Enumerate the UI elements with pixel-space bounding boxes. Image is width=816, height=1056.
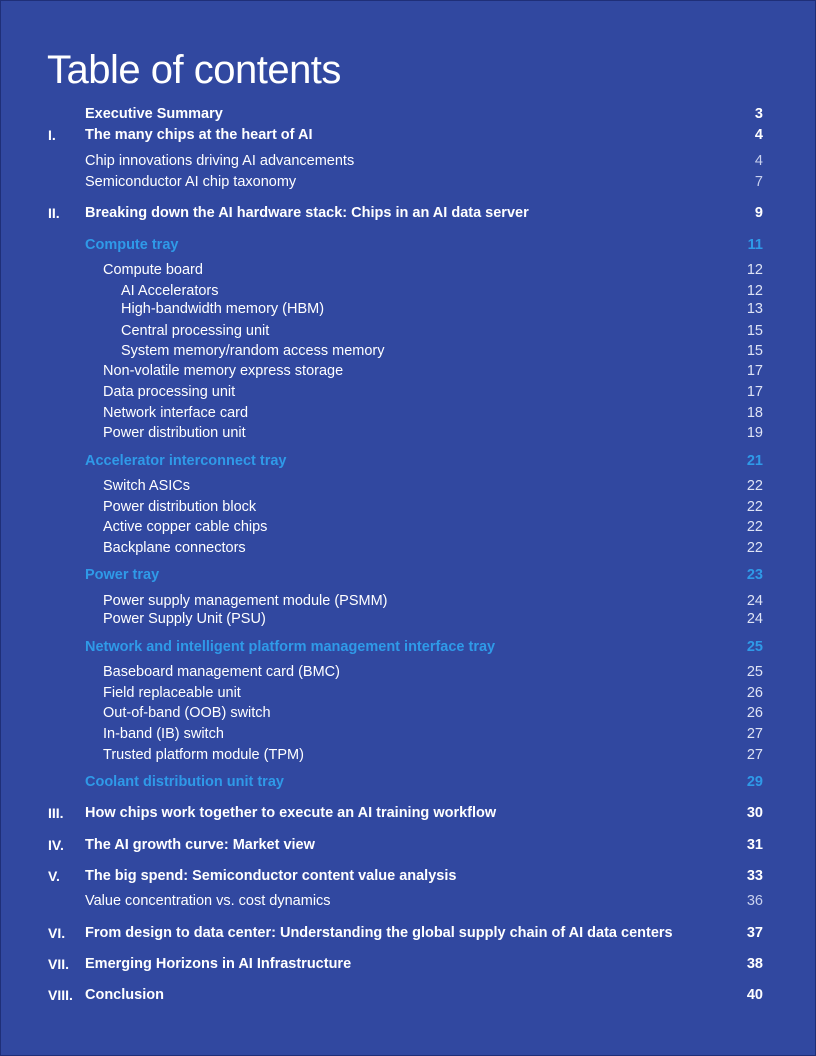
toc-entry-page: 30: [746, 805, 763, 821]
toc-entry-page: 22: [746, 499, 763, 515]
toc-entry-page: 33: [746, 868, 763, 884]
toc-entry-page: 15: [746, 343, 763, 359]
toc-entry-label: From design to data center: Understanding the global supply chain of AI data centers: [85, 925, 673, 941]
toc-entry-number: VII.: [48, 956, 70, 972]
toc-entry-page: 26: [746, 705, 763, 721]
toc-entry-page: 25: [746, 664, 763, 680]
toc-entry-label: The many chips at the heart of AI: [85, 127, 313, 143]
toc-entry-label: Semiconductor AI chip taxonomy: [85, 174, 297, 190]
toc-entry[interactable]: [1, 497, 816, 517]
toc-entry[interactable]: [1, 724, 816, 744]
toc-entry[interactable]: [1, 476, 816, 496]
toc-entry-number: VI.: [48, 925, 66, 941]
toc-entry-label: Power distribution block: [103, 499, 257, 515]
toc-entry-label: Data processing unit: [103, 384, 236, 400]
toc-entry[interactable]: [1, 591, 816, 611]
toc-entry-label: System memory/random access memory: [121, 343, 385, 359]
toc-entry-number: V.: [48, 868, 60, 884]
toc-entry-label: How chips work together to execute an AI training workflow: [85, 805, 497, 821]
toc-entry-label: AI Accelerators: [121, 283, 219, 299]
toc-entry[interactable]: [1, 835, 816, 855]
toc-entry-page: 15: [746, 323, 763, 339]
toc-entry[interactable]: [1, 361, 816, 381]
toc-entry[interactable]: [1, 683, 816, 703]
toc-entry-label: Power tray: [85, 567, 160, 583]
toc-entry-label: Active copper cable chips: [103, 519, 268, 535]
toc-entry-label: Accelerator interconnect tray: [85, 453, 287, 469]
toc-entry-label: Field replaceable unit: [103, 685, 241, 701]
toc-entry[interactable]: [1, 891, 816, 911]
toc-entry[interactable]: [1, 803, 816, 823]
toc-entry-page: 22: [746, 540, 763, 556]
toc-entry-label: Power distribution unit: [103, 425, 246, 441]
toc-entry-page: 17: [746, 384, 763, 400]
toc-entry-label: Compute board: [103, 262, 203, 278]
toc-entry-label: Switch ASICs: [103, 478, 191, 494]
toc-entry-page: 11: [747, 237, 763, 253]
toc-entry-page: 17: [746, 363, 763, 379]
toc-entry-page: 38: [746, 956, 763, 972]
toc-entry[interactable]: [1, 281, 816, 301]
toc-entry-page: 19: [746, 425, 763, 441]
toc-entry-label: Network interface card: [103, 405, 249, 421]
toc-entry-page: 25: [746, 639, 763, 655]
toc-entry-page: 9: [754, 205, 763, 221]
toc-entry-label: Conclusion: [85, 987, 164, 1003]
toc-entry[interactable]: [1, 923, 816, 943]
toc-entry-page: 22: [746, 519, 763, 535]
toc-entry[interactable]: [1, 866, 816, 886]
toc-entry-page: 26: [746, 685, 763, 701]
toc-entry-number: III.: [48, 805, 64, 821]
toc-entry-label: The big spend: Semiconductor content value analysis: [85, 868, 457, 884]
toc-entry[interactable]: [1, 125, 816, 145]
toc-entry-label: Executive Summary: [85, 106, 223, 122]
toc-entry-page: 29: [746, 774, 763, 790]
toc-entry-label: Non-volatile memory express storage: [103, 363, 344, 379]
toc-entry-page: 13: [746, 301, 763, 317]
toc-entry[interactable]: [1, 565, 816, 585]
toc-entry-page: 27: [746, 747, 763, 763]
toc-entry[interactable]: [1, 172, 816, 192]
toc-entry-number: II.: [48, 205, 60, 221]
toc-entry[interactable]: [1, 423, 816, 443]
toc-entry-page: 22: [746, 478, 763, 494]
toc-entry-label: In-band (IB) switch: [103, 726, 224, 742]
toc-entry-page: 12: [746, 262, 763, 278]
toc-entry-label: Chip innovations driving AI advancements: [85, 153, 355, 169]
toc-entry[interactable]: [1, 203, 816, 223]
toc-entry[interactable]: [1, 151, 816, 171]
toc-entry-number: VIII.: [48, 987, 73, 1003]
toc-entry-page: 4: [754, 127, 763, 143]
toc-entry-label: Trusted platform module (TPM): [103, 747, 304, 763]
toc-entry[interactable]: [1, 703, 816, 723]
toc-entry-label: Compute tray: [85, 237, 179, 253]
toc-entry-page: 18: [746, 405, 763, 421]
toc-entry-label: Value concentration vs. cost dynamics: [85, 893, 331, 909]
toc-entry-label: Emerging Horizons in AI Infrastructure: [85, 956, 352, 972]
toc-entry[interactable]: [1, 104, 816, 124]
toc-entry[interactable]: [1, 609, 816, 629]
toc-entry-label: Power supply management module (PSMM): [103, 593, 388, 609]
toc-entry-page: 37: [746, 925, 763, 941]
toc-entry[interactable]: [1, 772, 816, 792]
toc-entry-page: 12: [746, 283, 763, 299]
toc-entry-label: High-bandwidth memory (HBM): [121, 301, 325, 317]
toc-entry[interactable]: [1, 235, 816, 255]
toc-entry[interactable]: [1, 299, 816, 319]
toc-entry[interactable]: [1, 538, 816, 558]
toc-entry-label: Backplane connectors: [103, 540, 246, 556]
toc-entry-number: I.: [48, 127, 56, 143]
toc-entry[interactable]: [1, 403, 816, 423]
toc-entry-label: Central processing unit: [121, 323, 270, 339]
toc-entry-page: 23: [746, 567, 763, 583]
toc-entry-label: Baseboard management card (BMC): [103, 664, 340, 680]
toc-entry[interactable]: [1, 321, 816, 341]
toc-entry-label: Power Supply Unit (PSU): [103, 611, 266, 627]
toc-entry-page: 24: [746, 593, 763, 609]
page-title: Table of contents: [47, 48, 341, 92]
toc-entry-page: 36: [746, 893, 763, 909]
toc-entry[interactable]: [1, 637, 816, 657]
toc-entry-number: IV.: [48, 837, 64, 853]
toc-entry-label: The AI growth curve: Market view: [85, 837, 315, 853]
toc-entry-page: 21: [746, 453, 763, 469]
toc-entry[interactable]: [1, 260, 816, 280]
toc-entry-page: 27: [746, 726, 763, 742]
toc-entry[interactable]: [1, 985, 816, 1005]
toc-entry-page: 40: [746, 987, 763, 1003]
toc-entry[interactable]: [1, 382, 816, 402]
toc-entry[interactable]: [1, 954, 816, 974]
toc-entry[interactable]: [1, 662, 816, 682]
toc-entry[interactable]: [1, 517, 816, 537]
toc-entry-page: 24: [746, 611, 763, 627]
toc-entry-label: Breaking down the AI hardware stack: Chips in an AI data server: [85, 205, 529, 221]
toc-entry-label: Out-of-band (OOB) switch: [103, 705, 271, 721]
toc-entry[interactable]: [1, 745, 816, 765]
toc-entry-label: Coolant distribution unit tray: [85, 774, 284, 790]
toc-entry-page: 7: [754, 174, 763, 190]
toc-entry[interactable]: [1, 341, 816, 361]
toc-entry-label: Network and intelligent platform management interface tray: [85, 639, 496, 655]
toc-entry-page: 3: [754, 106, 763, 122]
toc-entry[interactable]: [1, 451, 816, 471]
toc-entry-page: 4: [754, 153, 763, 169]
toc-entry-page: 31: [746, 837, 763, 853]
